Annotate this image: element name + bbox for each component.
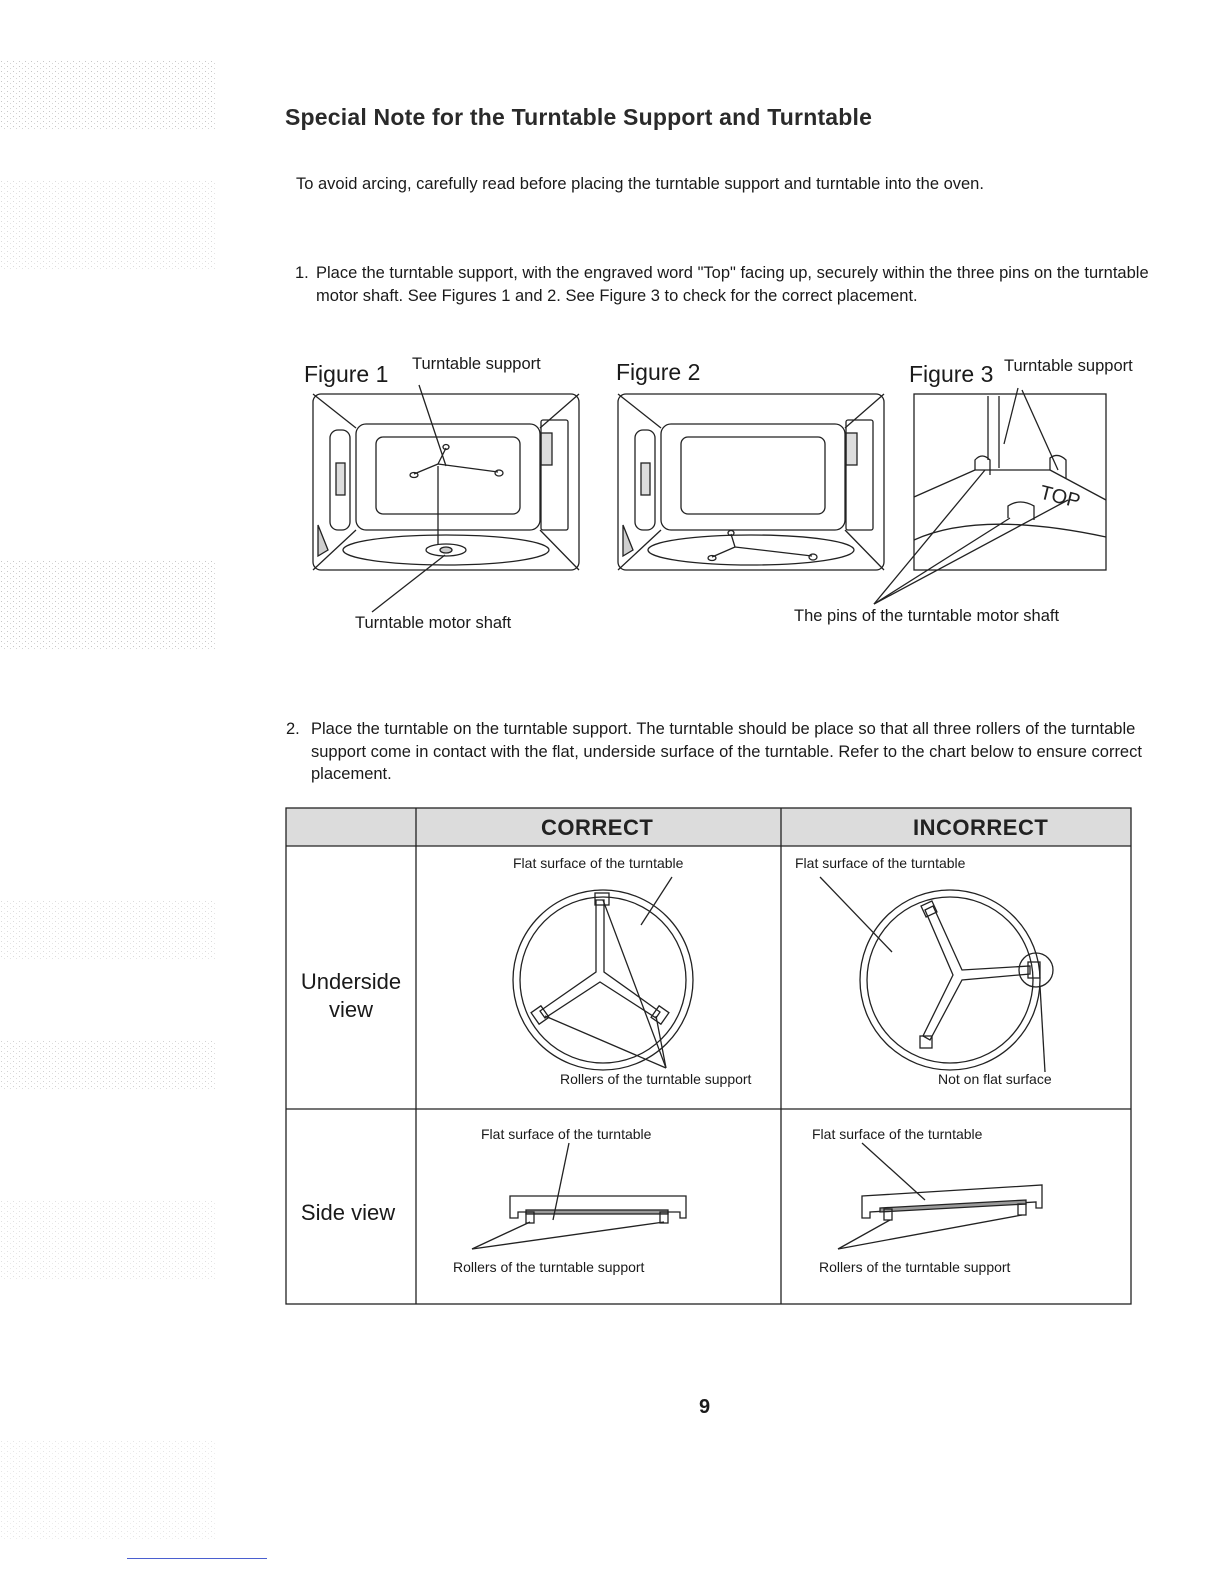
step-2-number: 2. [286,720,300,738]
figure-3-pins-label: The pins of the turntable motor shaft [794,607,1060,625]
step-2-text: Place the turntable on the turntable support. The turntable should be place so that all three rollers of the turntable support come in contact with the flat, underside surface of the turntable. Refer to the chart below to ensure correct placement. [311,720,1142,783]
figure-3-title: Figure 3 [909,361,994,387]
incorrect-underside-illustration [820,877,1053,1072]
figure-1-support-label: Turntable support [412,355,541,373]
figure-1-title: Figure 1 [304,361,389,387]
top-engraving: TOP [1037,481,1083,513]
incorrect-side-illustration [838,1143,1042,1249]
step-2 [286,718,1166,786]
figure-2-oven-illustration [618,394,884,570]
figure-1-oven-illustration [313,385,579,612]
footer-rule [127,1558,267,1559]
row-label-underside: Underside view [300,969,402,1022]
intro-text: To avoid arcing, carefully read before placing the turntable support and turntable into the oven. [296,175,984,193]
row-label-side: Side view [300,1200,396,1225]
correct-side-illustration [472,1143,686,1249]
correct-underside-top-label: Flat surface of the turntable [513,855,684,871]
figure-1-shaft-label: Turntable motor shaft [355,614,512,632]
column-header-correct: CORRECT [541,815,654,840]
correct-underside-illustration [513,877,693,1070]
incorrect-underside-top-label: Flat surface of the turntable [795,855,966,871]
figure-3-support-label: Turntable support [1004,357,1133,375]
correct-underside-bottom-label: Rollers of the turntable support [560,1071,752,1087]
page-title: Special Note for the Turntable Support and Turntable [285,104,873,130]
correct-side-top-label: Flat surface of the turntable [481,1126,652,1142]
incorrect-underside-bottom-label: Not on flat surface [938,1071,1052,1087]
correct-side-bottom-label: Rollers of the turntable support [453,1259,645,1275]
incorrect-side-bottom-label: Rollers of the turntable support [819,1259,1011,1275]
column-header-incorrect: INCORRECT [913,815,1049,840]
incorrect-side-top-label: Flat surface of the turntable [812,1126,983,1142]
figure-2-title: Figure 2 [616,359,701,385]
step-1-number: 1. [295,264,309,282]
page-number: 9 [699,1396,711,1418]
placement-table-grid [286,808,1131,1304]
step-1-text: Place the turntable support, with the engraved word "Top" facing up, securely within the three pins on the turntable motor shaft. See Figures 1 and 2. See Figure 3 to check for the correct placement. [316,264,1149,305]
